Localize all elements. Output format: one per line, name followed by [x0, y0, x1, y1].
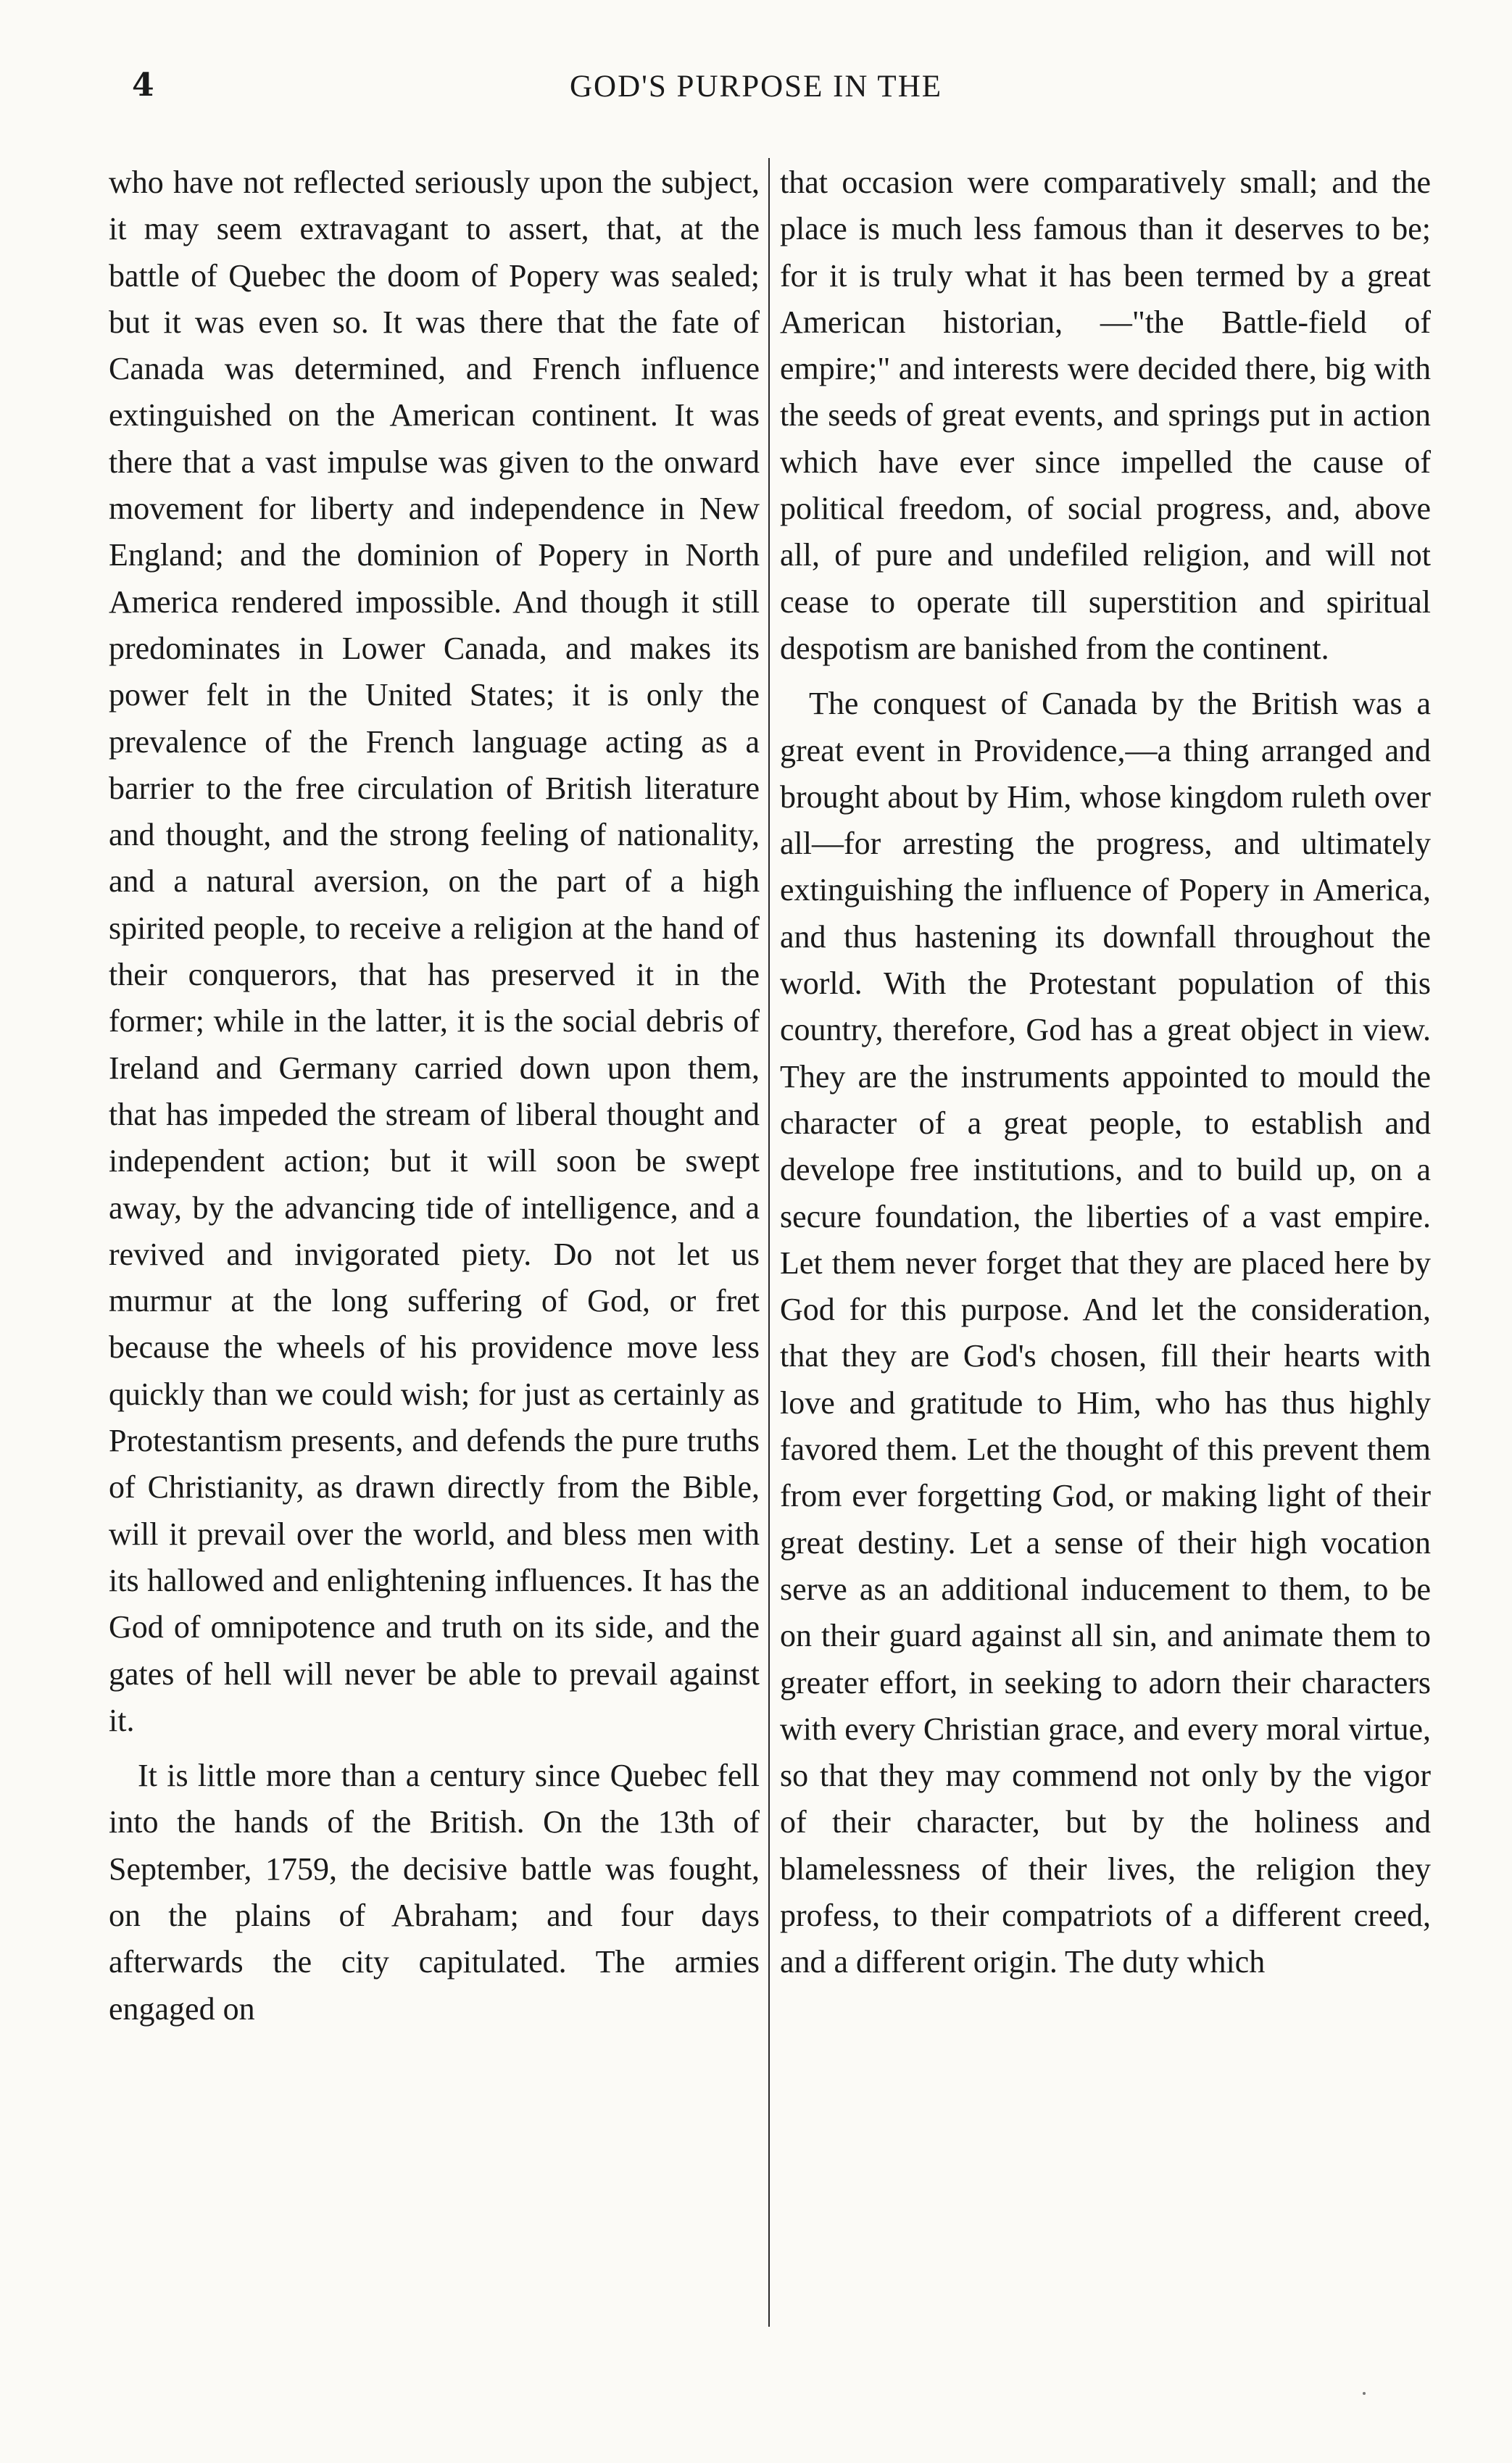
page-number: 4	[132, 67, 154, 104]
running-head: GOD'S PURPOSE IN THE	[569, 70, 943, 104]
right-paragraph-1: that occasion were comparatively small; and the place is much less famous than it deserves to be; for it is truly what it has been termed by a great American historian, —"the Battle-field of empire;" and interests were decided there, big with the seeds of great events, and springs put in action which have ever since impelled the cause of political freedom, of social progress, and, above all, of pure and undefiled religion, and will not cease to operate till superstition and spiritual despotism are banished from the continent.	[780, 165, 1431, 666]
column-divider	[768, 158, 770, 2327]
right-paragraph-2: The conquest of Canada by the British was a great event in Providence,—a thing arranged and brought about by Him, whose kingdom ruleth over all—for arresting the progress, and ultimately extinguishing the influence of Popery in America, and thus hastening its downfall throughout the world. With the Protestant population of this country, therefore, God has a great object in view. They are the instruments appointed to mould the character of a great people, to establish and develope free institutions, and to build up, on a secure foundation, the liberties of a vast empire. Let them never forget that they are placed here by God for this purpose. And let the consideration, that they are God's chosen, fill their hearts with love and gratitude to Him, who has thus highly favored them. Let the thought of this prevent them from ever forgetting God, or making light of their great destiny. Let a sense of their high vocation serve as an additional inducement to them, to be on their guard against all sin, and animate them to greater effort, in seeking to adorn their characters with every Christian grace, and every moral virtue, so that they may commend not only by the vigor of their character, but by the holiness and blamelessness of their lives, the religion they profess, to their compatriots of a different creed, and a different origin. The duty which	[780, 686, 1432, 1980]
left-column	[109, 159, 760, 2334]
left-paragraph-2: It is little more than a century since Quebec fell into the hands of the British. On the 13th of September, 1759, the decisive battle was fought, on the plains of Abraham; and four days afterwards the city capitulated. The armies engaged on	[109, 1758, 760, 2027]
paper-speck	[1363, 2392, 1366, 2395]
left-paragraph-1: who have not reflected seriously upon the subject, it may seem extravagant to assert, that, at the battle of Quebec the doom of Popery was sealed; but it was even so. It was there that the fate of Canada was determined, and French influence extinguished on the American continent. It was there that a vast impulse was given to the onward movement for liberty and independence in New England; and the dominion of Popery in North America rendered impossible. And though it still predominates in Lower Canada, and makes its power felt in the United States; it is only the prevalence of the French language acting as a barrier to the free circulation of British literature and thought, and the strong feeling of nationality, and a natural aversion, on the part of a high spirited people, to receive a religion at the hand of their conquerors, that has preserved it in the former; while in the latter, it is the social debris of Ireland and Germany carried down upon them, that has impeded the stream of liberal thought and independent action; but it will soon be swept away, by the advancing tide of intelligence, and a revived and invigorated piety. Do not let us murmur at the long suffering of God, or fret because the wheels of his providence move less quickly than we could wish; for just as certainly as Protestantism presents, and defends the pure truths of Christianity, as drawn directly from the Bible, will it prevail over the world, and bless men with its hallowed and enlightening influences. It has the God of omnipotence and truth on its side, and the gates of hell will never be able to prevail against it.	[109, 165, 760, 1738]
right-column	[780, 159, 1431, 2334]
